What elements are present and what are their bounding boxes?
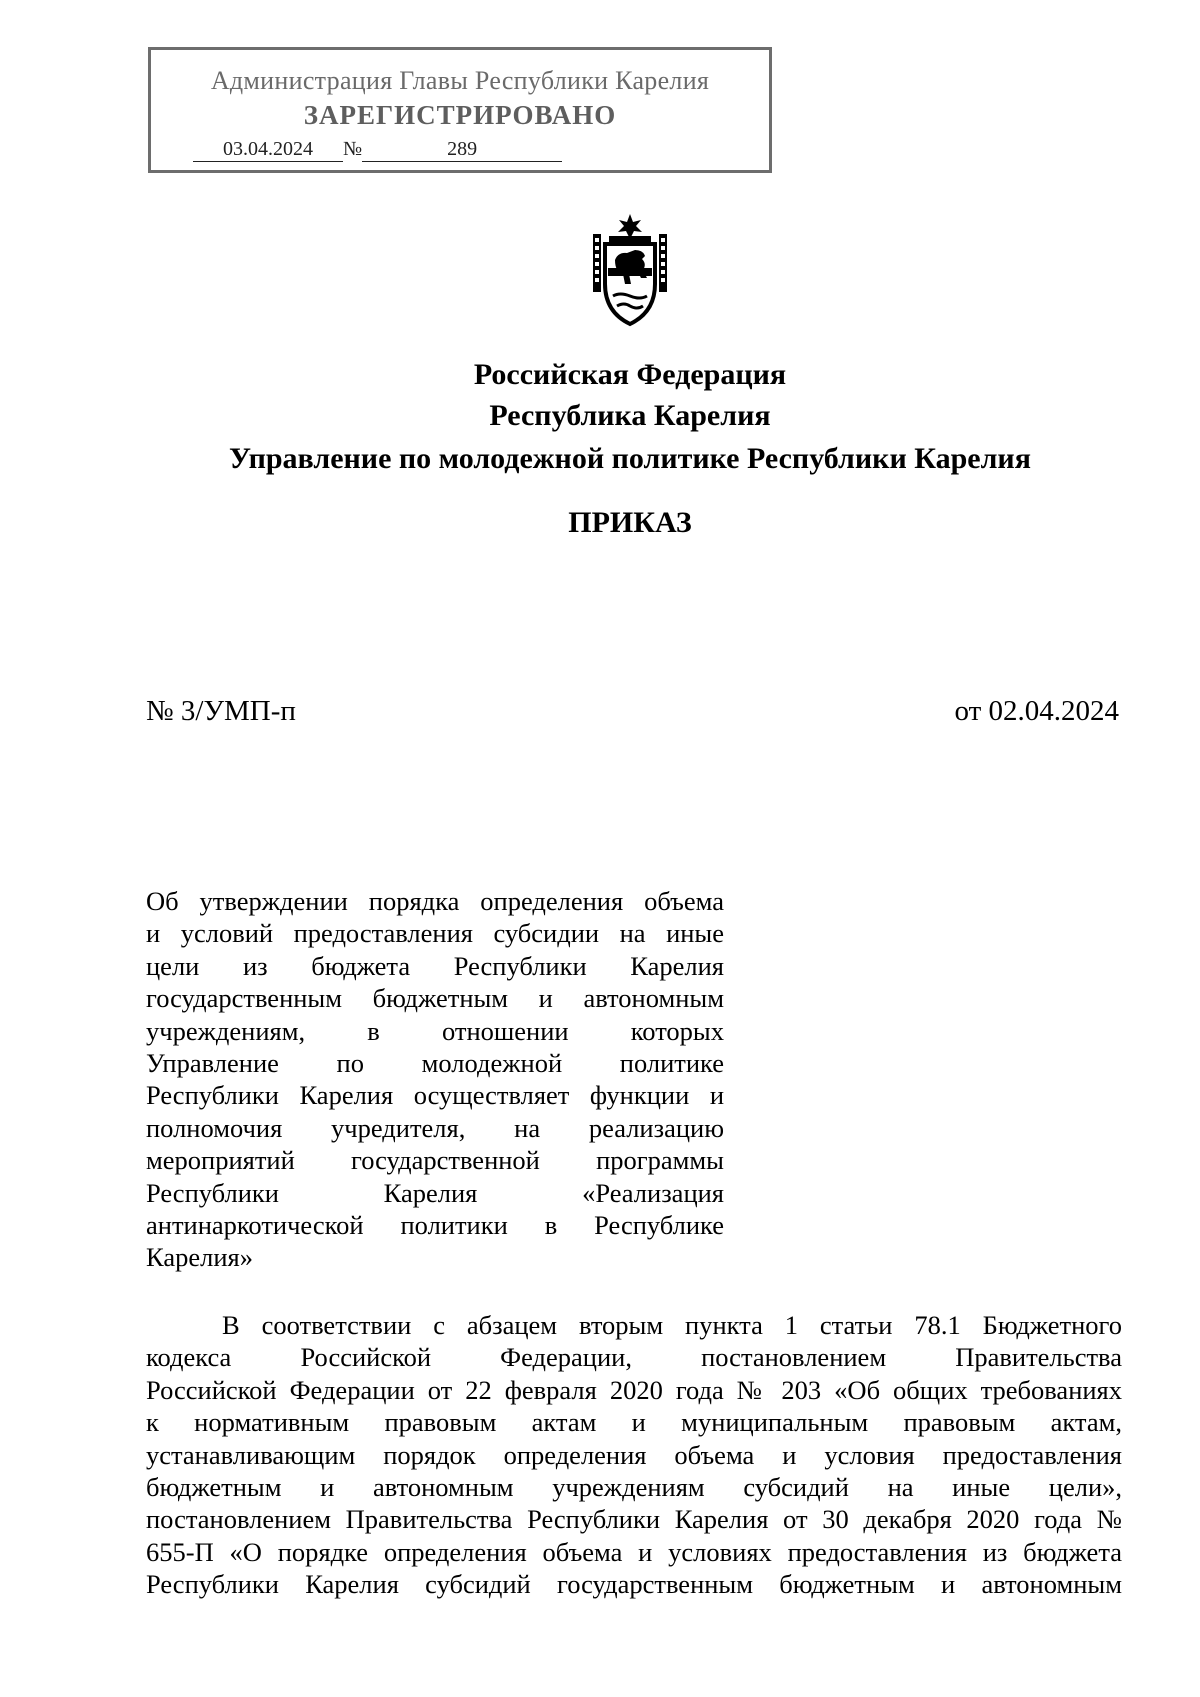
subject-line: Управление по молодежной политике [146,1047,724,1078]
stamp-number: 289 [362,138,562,162]
stamp-organization: Администрация Главы Республики Карелия [210,66,710,95]
order-number: № 3/УМП-п [146,695,296,727]
subject-line: Об утверждении порядка определения объема [146,886,724,916]
body-line: к нормативным правовым актам и муниципальным правовым актам, [146,1407,1122,1438]
subject-line: учреждениям, в отношении которых [146,1015,724,1046]
header-republic: Республика Карелия [489,399,771,432]
body-line: 655-П «О порядке определения объема и условиях предоставления из бюджета [146,1536,1122,1567]
stamp-date: 03.04.2024 [193,138,343,162]
order-subject [146,885,724,1274]
subject-line: полномочия учредителя, на реализацию [146,1112,724,1143]
order-date: от 02.04.2024 [954,695,1119,727]
registration-stamp [148,47,772,173]
body-line: устанавливающим порядок определения объема и условия предоставления [146,1439,1122,1470]
subject-line: государственным бюджетным и автономным [146,983,724,1014]
subject-line: антинаркотической политики в Республике [146,1209,724,1240]
stamp-registered-label: ЗАРЕГИСТРИРОВАНО [303,100,617,130]
body-line: постановлением Правительства Республики Карелия от 30 декабря 2020 года № [146,1504,1122,1535]
subject-line: Республики Карелия «Реализация [146,1177,724,1208]
body-line: бюджетным и автономным учреждениям субсидий на иные цели», [146,1471,1122,1502]
header-department: Управление по молодежной политике Республики Карелия [229,442,1031,475]
body-line: Республики Карелия субсидий государственным бюджетным и автономным [146,1569,1122,1600]
document-type-title: ПРИКАЗ [568,506,692,539]
stamp-registration-line [193,138,562,162]
subject-line: и условий предоставления субсидии на иные [146,918,724,949]
coat-of-arms-icon [585,212,675,327]
subject-line: мероприятий государственной программы [146,1145,724,1176]
body-line: кодекса Российской Федерации, постановлением Правительства [146,1342,1122,1373]
order-body-paragraph [146,1309,1122,1601]
body-line: Российской Федерации от 22 февраля 2020 года № 203 «Об общих требованиях [146,1374,1122,1405]
body-line: В соответствии с абзацем вторым пункта 1 статьи 78.1 Бюджетного [222,1310,1122,1340]
subject-line: цели из бюджета Республики Карелия [146,950,724,981]
stamp-number-label: № [343,138,363,160]
subject-line: Республики Карелия осуществляет функции и [146,1080,724,1111]
header-country: Российская Федерация [473,358,787,391]
subject-line: Карелия» [146,1242,253,1273]
